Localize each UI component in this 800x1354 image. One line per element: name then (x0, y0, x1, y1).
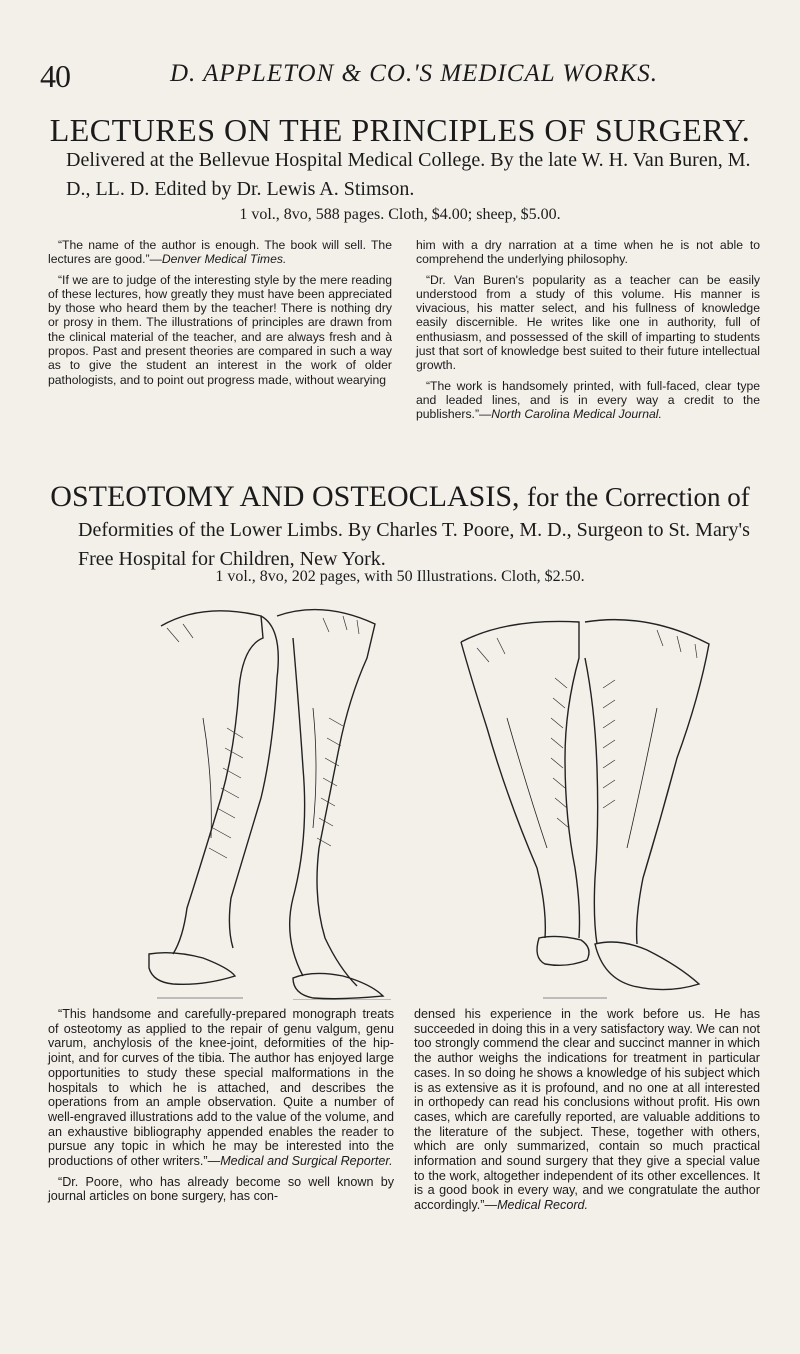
legs-after-illustration (447, 598, 717, 1000)
book2-reviews-right-column (414, 1007, 760, 1219)
book1-pricing: 1 vol., 8vo, 588 pages. Cloth, $4.00; sheep, $5.00. (239, 206, 561, 223)
review-text: “Dr. Poore, who has already become so well known by journal articles on bone surgery, has con- (48, 1174, 394, 1204)
book1-byline: Delivered at the Bellevue Hospital Medical College. By the late W. H. Van Buren, M. D., LL. D. Edited by Dr. Lewis A. Stimson. (66, 149, 751, 200)
book2-title-rest: for the Correction of (527, 482, 750, 512)
review-text: “If we are to judge of the interesting style by the mere reading of these lectures, how greatly they must have been appreciated by those who heard them by the teacher! There is nothing dry or prosy in them. The illustrations of principles are drawn from the clinical material of the teacher, and are always fresh and à propos. Past and present theories are compared in such a way as to give the student an interest in the work of older pathologists, and to point out progress made, without wearying (48, 272, 392, 387)
review-text: “The work is handsomely printed, with full-faced, clear type and leaded lines, and is in every way a credit to the publishers.”— (416, 378, 760, 422)
book2-title-main: OSTEOTOMY AND OSTEOCLASIS, (50, 480, 520, 513)
book2-byline: Deformities of the Lower Limbs. By Charles T. Poore, M. D., Surgeon to St. Mary's Free Hospital for Children, New York. (78, 519, 750, 570)
review-paragraph (48, 1175, 394, 1204)
legs-before-illustration (143, 598, 393, 1000)
running-head (40, 58, 760, 98)
book2-title (40, 480, 760, 514)
review-paragraph (48, 1007, 394, 1169)
review-paragraph (416, 273, 760, 373)
book2-pricing: 1 vol., 8vo, 202 pages, with 50 Illustrations. Cloth, $2.50. (215, 568, 585, 585)
review-text: “The name of the author is enough. The book will sell. The lectures are good.”— (48, 238, 392, 267)
book1-reviews-left-column (48, 238, 392, 393)
review-text: “Dr. Van Buren's popularity as a teacher can be easily understood from a study of this volume. His manner is vivacious, his matter select, and his fullness of knowledge easily discernible. He writes like one in authority, full of enthusiasm, and possessed of the skill of imparting to students just that sort of knowledge best suited to their future intellectual growth. (416, 272, 760, 373)
review-text: “This handsome and carefully-prepared monograph treats of osteotomy as applied to the repair of genu valgum, genu varum, anchylosis of the knee-joint, deformities of the hip-joint, and for curves of the tibia. The author has enjoyed large opportunities to study these special malformations in the hospitals to which he is attached, and describes the operations from an ample observation. Quite a number of well-engraved illustrations add to the value of the volume, and an exhaustive bibliography appended enables the reader to pursue any topic in which he may be interested into the productions of other writers.”— (48, 1007, 394, 1169)
review-text: him with a dry narration at a time when he is not able to comprehend the underlying philosophy. (416, 238, 760, 267)
page-number: 40 (40, 58, 70, 94)
legs-before-drawing (143, 598, 393, 1000)
legs-after-drawing (447, 598, 717, 1000)
book1-title: LECTURES ON THE PRINCIPLES OF SURGERY. (49, 112, 751, 148)
book1-reviews-right-column (416, 238, 760, 428)
review-source: North Carolina Medical Journal. (491, 407, 662, 422)
review-paragraph (48, 273, 392, 387)
review-source: Denver Medical Times. (161, 252, 287, 267)
review-paragraph (48, 238, 392, 267)
review-source: Medical and Surgical Reporter. (220, 1154, 393, 1169)
book2-reviews-left-column (48, 1007, 394, 1210)
review-text: densed his experience in the work before us. He has succeeded in doing this in a very satisfactory way. We can not too strongly commend the clear and succinct manner in which the author weighs the indications for treatment in particular cases. In so doing he shows a knowledge of his subject which is as extensive as it is profound, and no one at all interested in orthopedy can read his conclusions without profit. His own cases, which are carefully reported, are valuable additions to the literature of the subject. These, together with others, which are only summarized, contain so much practical information and sound surgery that they give a special value to the work, altogether independent of its other excellences. It is a good book in every way, and we congratulate the author accordingly.”— (414, 1007, 760, 1213)
running-head-title: D. APPLETON & CO.'S MEDICAL WORKS. (170, 60, 658, 87)
review-paragraph (414, 1007, 760, 1213)
review-paragraph (416, 379, 760, 422)
review-paragraph (416, 238, 760, 267)
review-source: Medical Record. (497, 1198, 589, 1213)
